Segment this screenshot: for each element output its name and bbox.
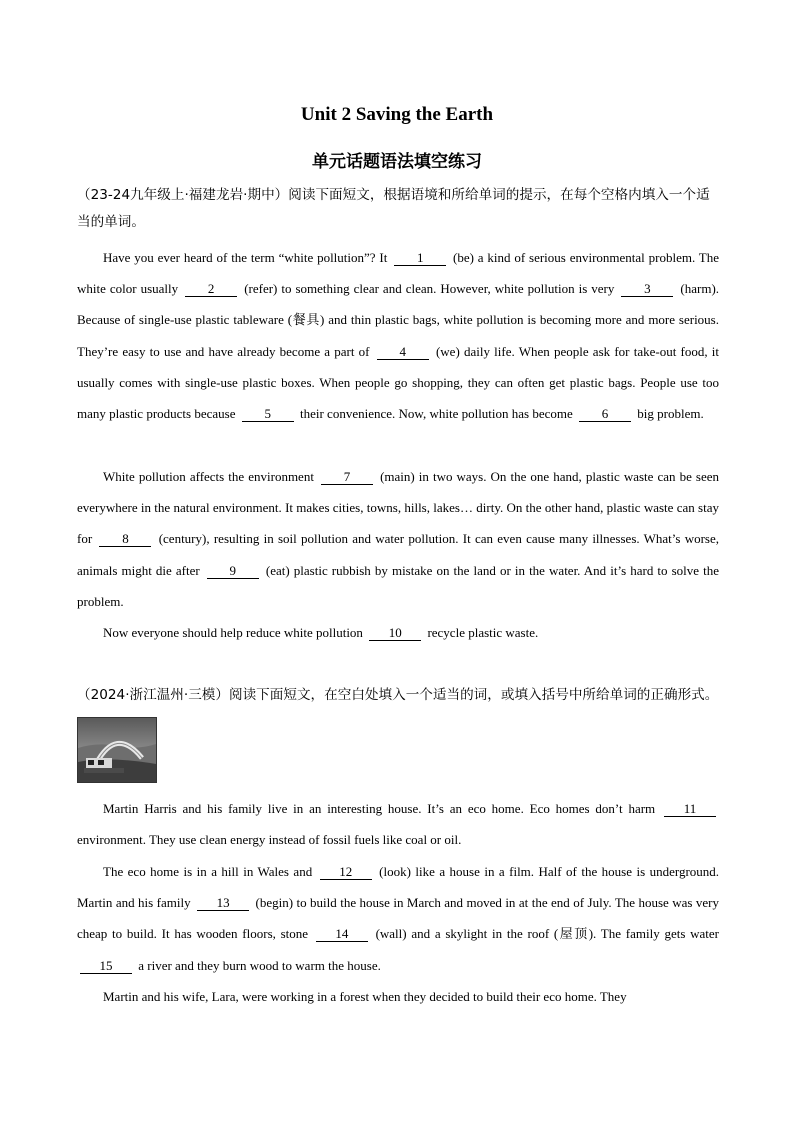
eco-house-image (77, 717, 157, 783)
section2-instruction: （2024·浙江温州·三模）阅读下面短文，在空白处填入一个适当的词，或填入括号中所给单词的正确形式。 (77, 687, 719, 703)
section1-paragraph-2: White pollution affects the environment 7 (main) in two ways. On the one hand, plastic waste can be seen everywhere in the natural environment. It makes cities, towns, hills, lakes… dirty. On the other hand, plastic waste can stay for 8 (century), resulting in soil pollution and water pollution. It can even cause many illnesses. What’s worse, animals might die after 9 (eat) plastic rubbish by mistake on the land or in the water. And it’s hard to solve the problem. (77, 469, 720, 609)
section2-paragraph-2: The eco home is in a hill in Wales and 12 (look) like a house in a film. Half of the house is underground. Martin and his family 13 (begin) to build the house in March and moved in at the end of July. The house was very cheap to build. It has wooden floors, stone 14 (wall) and a skylight in the roof (屋顶). The family gets water 15 a river and they burn wood to warm the house. (77, 864, 720, 973)
blank-14: 14 (316, 926, 368, 942)
section2-paragraph-1: Martin Harris and his family live in an interesting house. It’s an eco home. Eco homes don’t harm 11 environment. They use clean energy instead of fossil fuels like coal or oil. (77, 793, 719, 855)
blank-12: 12 (320, 864, 372, 880)
page-title: Unit 2 Saving the Earth (300, 104, 494, 125)
blank-7: 7 (321, 469, 373, 485)
blank-1: 1 (394, 250, 446, 266)
section1-paragraph-3: Now everyone should help reduce white pollution 10 recycle plastic waste. (103, 625, 539, 640)
blank-4: 4 (377, 344, 429, 360)
page-subtitle: 单元话题语法填空练习 (312, 152, 482, 172)
blank-6: 6 (579, 406, 631, 422)
section1-instruction: （23-24九年级上·福建龙岩·期中）阅读下面短文，根据语境和所给单词的提示，在每个空格内填入一个适当的单词。 (77, 187, 710, 230)
section2-paragraph-3: Martin and his wife, Lara, were working in a forest when they decided to build their eco home. They (103, 989, 627, 1004)
blank-10: 10 (369, 625, 421, 641)
blank-9: 9 (207, 563, 259, 579)
blank-5: 5 (242, 406, 294, 422)
blank-11: 11 (664, 801, 716, 817)
blank-15: 15 (80, 958, 132, 974)
blank-8: 8 (99, 531, 151, 547)
blank-13: 13 (197, 895, 249, 911)
blank-2: 2 (185, 281, 237, 297)
eco-house-picture (78, 718, 156, 782)
blank-3: 3 (621, 281, 673, 297)
section1-paragraph-1: Have you ever heard of the term “white pollution”? It 1 (be) a kind of serious environmental problem. The white color usually 2 (refer) to something clear and clean. However, white pollution is very 3 (harm). Because of single-use plastic tableware (餐具) and thin plastic bags, white pollution is becoming more and more serious. They’re easy to use and have already become a part of 4 (we) daily life. When people ask for take-out food, it usually comes with single-use plastic boxes. When people go shopping, they can often get plastic bags. People use too many plastic products because 5 their convenience. Now, white pollution has become 6 big problem. (77, 250, 720, 422)
